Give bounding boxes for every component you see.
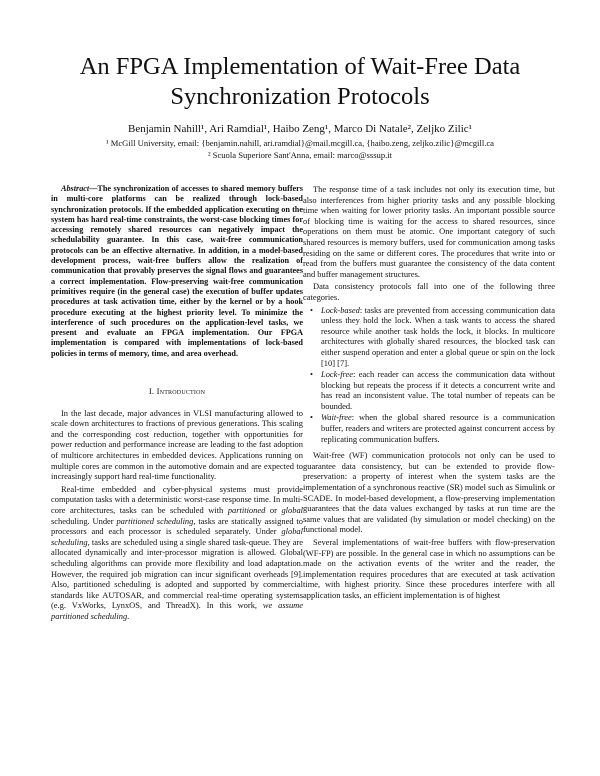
list-item-lock-based [321, 305, 555, 369]
list-item-wait-free [321, 412, 555, 444]
emphasis-partitioned: partitioned [227, 504, 266, 515]
affiliation-mcgill: ¹ McGill University, email: {benjamin.nahill, ari.ramdial}@mail.mcgill.ca, {haibo.zeng, zeljko.zilic}@mcgill.ca [105, 138, 494, 148]
text-run: , tasks are scheduled using a single shared task-queue. They are allocated dynamically and inter-processor migration is allowed. Global scheduling algorithms can provide more flexibility and load adaptation. However, the required job migration can incur significant overheads [9]. Also, partitioned scheduling is adopted and supported by commercial standards like AUTOSAR, and commercial real-time operating systems (e.g. VxWorks, LynxOS, and ThreadX). In this work, [51, 536, 303, 611]
term-lock-free: Lock-free [321, 369, 354, 380]
section-number: I. [148, 386, 155, 397]
right-column [303, 184, 555, 603]
text-run: . [127, 610, 130, 621]
text-run: : tasks are prevented from accessing communication data unless they hold the lock. When a task wants to access the shared resource while another task holds the lock, it blocks. In multicore architectures with globally shared resources, the blocked task can either suspend operation and enter a global queue or spin on the lock [10] [7]. [321, 304, 555, 368]
body-paragraph-response-time: The response time of a task includes not only its execution time, but also interferences from higher priority tasks and any possible blocking time when waiting for lower priority tasks. An important possible source of blocking time is waiting for the access to shared resources, since operations on them must be atomic. One important category of such shared resources is memory buffers, used for communication among tasks residing on the same or different cores. The procedures that write into or read from the buffers must guarantee the consistency of the data content and buffer management structures. [303, 184, 555, 279]
emphasis-global: global [281, 504, 304, 515]
intro-paragraph-2 [51, 484, 303, 622]
body-paragraph-implementations: Several implementations of wait-free buffers with flow-preservation (WF-FP) are possible. In the general case in which no assumptions can be made on the activation events of the writer and the reader, the implementation requires procedures that are executed at task activation time, with highest priority. Since these procedures interfere with all application tasks, an efficient implementation is of highest [303, 537, 555, 600]
text-run: or [265, 504, 282, 515]
body-paragraph-categories: Data consistency protocols fall into one of the following three categories. [303, 281, 555, 302]
term-lock-based: Lock-based [321, 304, 360, 315]
paper-title: An FPGA Implementation of Wait-Free Data Synchronization Protocols [79, 53, 521, 110]
term-wait-free: Wait-free [321, 412, 352, 423]
category-list [303, 305, 555, 445]
text-run: scheduling. Under [51, 515, 117, 526]
text-run: , tasks are statically assigned to processors and each processor is scheduled separately. Under [51, 515, 303, 537]
emphasis-assumption: we assume partitioned scheduling [51, 600, 304, 621]
author-list: Benjamin Nahill¹, Ari Ramdial¹, Haibo Zeng¹, Marco Di Natale², Zeljko Zilic¹ [128, 123, 472, 135]
body-paragraph-wait-free: Wait-free (WF) communication protocols not only can be used to guarantee data consistency, but can be extended to provide flow-preservation: a property of interest when the system tasks are the implementation of a synchronous reactive (SR) model such as Simulink or SCADE. In model-based development, a flow-preserving implementation guarantees that the data values exchanged by tasks at run time are the same values that are validated (by simulation or model checking) on the functional model. [303, 450, 555, 535]
text-run: : each reader can access the communication data without blocking but repeats the process if it detects a concurrent write and has read an inconsistent value. The total number of repeats can be bounded. [321, 369, 555, 411]
emphasis-partitioned-scheduling: partitioned scheduling [116, 515, 194, 526]
abstract [51, 184, 303, 359]
section-title: Introduction [156, 386, 206, 397]
intro-paragraph-1: In the last decade, major advances in VLSI manufacturing allowed to scale down architectures to fractions of previous generations. This scaling and the corresponding cost reduction, together with opportunities for power reduction and performance increase are leading to the fast adoption of multicore architectures in embedded devices. Applications running on multiple cores are common in the automotive domain and are expected to increasingly support hard real-time functionality. [51, 407, 303, 482]
text-run: Real-time embedded and cyber-physical systems must provide computation tasks with a deterministic worst-case response time. In multi-core architectures, tasks can be scheduled with [51, 483, 303, 515]
affiliation-sssup: ² Scuola Superiore Sant'Anna, email: marco@sssup.it [207, 150, 393, 160]
left-column [51, 184, 303, 624]
section-heading-introduction [51, 386, 303, 397]
abstract-text: —The synchronization of accesses to shared memory buffers in multi-core platforms can be realized through lock-based synchronization protocols. If the embedded application executing on the system has hard real-time constraints, the worst-case blocking times for accessing remotely shared resources can negatively impact the schedulability guarantee. In this case, wait-free communication protocols can be an effective alternative. In addition, in a model-based development process, wait-free buffers allow the realization of communication that provably preserves the signal flows and guarantees a correct implementation. Flow-preserving wait-free communication primitives require (in the general case) the execution of buffer updates procedures at task activation time, either by the kernel or by a hook procedure executing at the highest priority level. To minimize the interference of such procedures on the application-level tasks, we present and evaluate an FPGA implementation. Our FPGA implementation is compared with implementations of lock-based policies in terms of memory, time, and area overhead. [51, 184, 303, 358]
emphasis-global-scheduling: global scheduling [51, 526, 303, 547]
list-item-lock-free [321, 369, 555, 411]
abstract-label: Abstract [61, 184, 90, 193]
text-run: : when the global shared resource is a communication buffer, readers and writers are protected against concurrent access by replicating communication buffers. [321, 412, 555, 444]
